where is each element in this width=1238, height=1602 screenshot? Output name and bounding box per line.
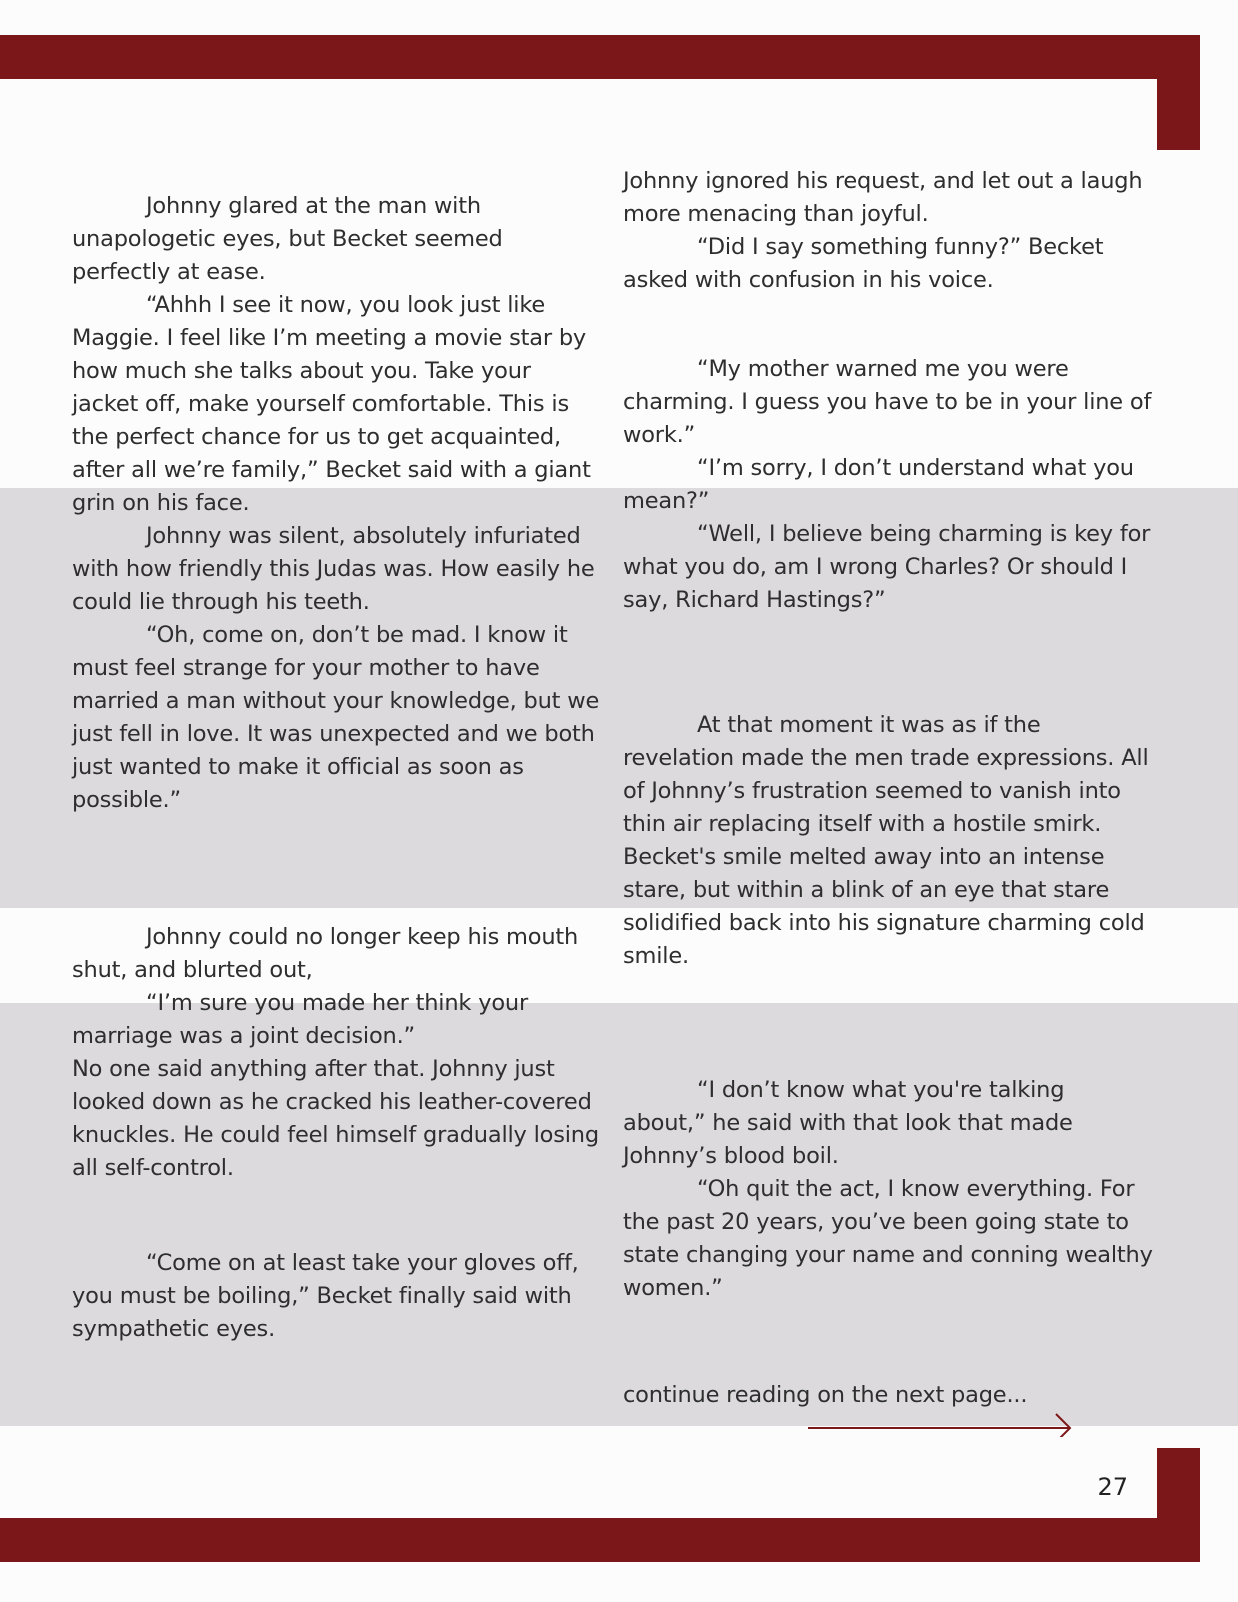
paragraph: “Oh, come on, don’t be mad. I know it must feel strange for your mother to have married a man without your knowledge, but we just fell in love. It was unexpected and we both just wanted to make it official as soon as possible.”: [72, 622, 600, 813]
left-column: [72, 190, 602, 1346]
paragraph: “I don’t know what you're talking about,” he said with that look that made Johnny’s blood boil.: [623, 1077, 1073, 1169]
bottom-accent-bar: [0, 1518, 1200, 1562]
arrow-right-icon: [808, 1407, 1078, 1437]
top-accent-tab: [1157, 35, 1200, 150]
paragraph: “Come on at least take your gloves off, you must be boiling,” Becket finally said with sympathetic eyes.: [72, 1250, 579, 1342]
paragraph: “Ahhh I see it now, you look just like Maggie. I feel like I’m meeting a movie star by how much she talks about you. Take your jacket off, make yourself comfortable. This is the perfect chance for us to get acquainted, after all we’re family,” Becket said with a giant grin on his face.: [72, 292, 591, 516]
paragraph: Johnny could no longer keep his mouth shut, and blurted out,: [72, 924, 579, 983]
paragraph: continue reading on the next page...: [623, 1382, 1028, 1408]
paragraph: At that moment it was as if the revelation made the men trade expressions. All of Johnny’s frustration seemed to vanish into thin air replacing itself with a hostile smirk. Becket's smile melted away into an intense stare, but within a blink of an eye that stare solidified back into his signature charming cold smile.: [623, 712, 1149, 969]
paragraph: “Oh quit the act, I know everything. For the past 20 years, you’ve been going state to state changing your name and conning wealthy women.”: [623, 1176, 1153, 1301]
paragraph: “My mother warned me you were charming. I guess you have to be in your line of work.”: [623, 356, 1152, 448]
paragraph: “Well, I believe being charming is key for what you do, am I wrong Charles? Or should I say, Richard Hastings?”: [623, 521, 1151, 613]
paragraph: Johnny glared at the man with unapologetic eyes, but Becket seemed perfectly at ease.: [72, 193, 503, 285]
paragraph: Johnny was silent, absolutely infuriated with how friendly this Judas was. How easily he could lie through his teeth.: [72, 523, 595, 615]
paragraph: “I’m sorry, I don’t understand what you mean?”: [623, 455, 1134, 514]
paragraph: “Did I say something funny?” Becket asked with confusion in his voice.: [623, 234, 1104, 293]
paragraph: No one said anything after that. Johnny just looked down as he cracked his leather-covered knuckles. He could feel himself gradually losing all self-control.: [72, 1056, 599, 1181]
paragraph: “I’m sure you made her think your marriage was a joint decision.”: [72, 990, 528, 1049]
top-accent-bar: [0, 35, 1200, 79]
paragraph: Johnny ignored his request, and let out a laugh more menacing than joyful.: [623, 168, 1143, 227]
right-column: [623, 165, 1153, 1412]
page-number: 27: [1097, 1473, 1128, 1501]
bottom-accent-tab: [1157, 1448, 1200, 1562]
